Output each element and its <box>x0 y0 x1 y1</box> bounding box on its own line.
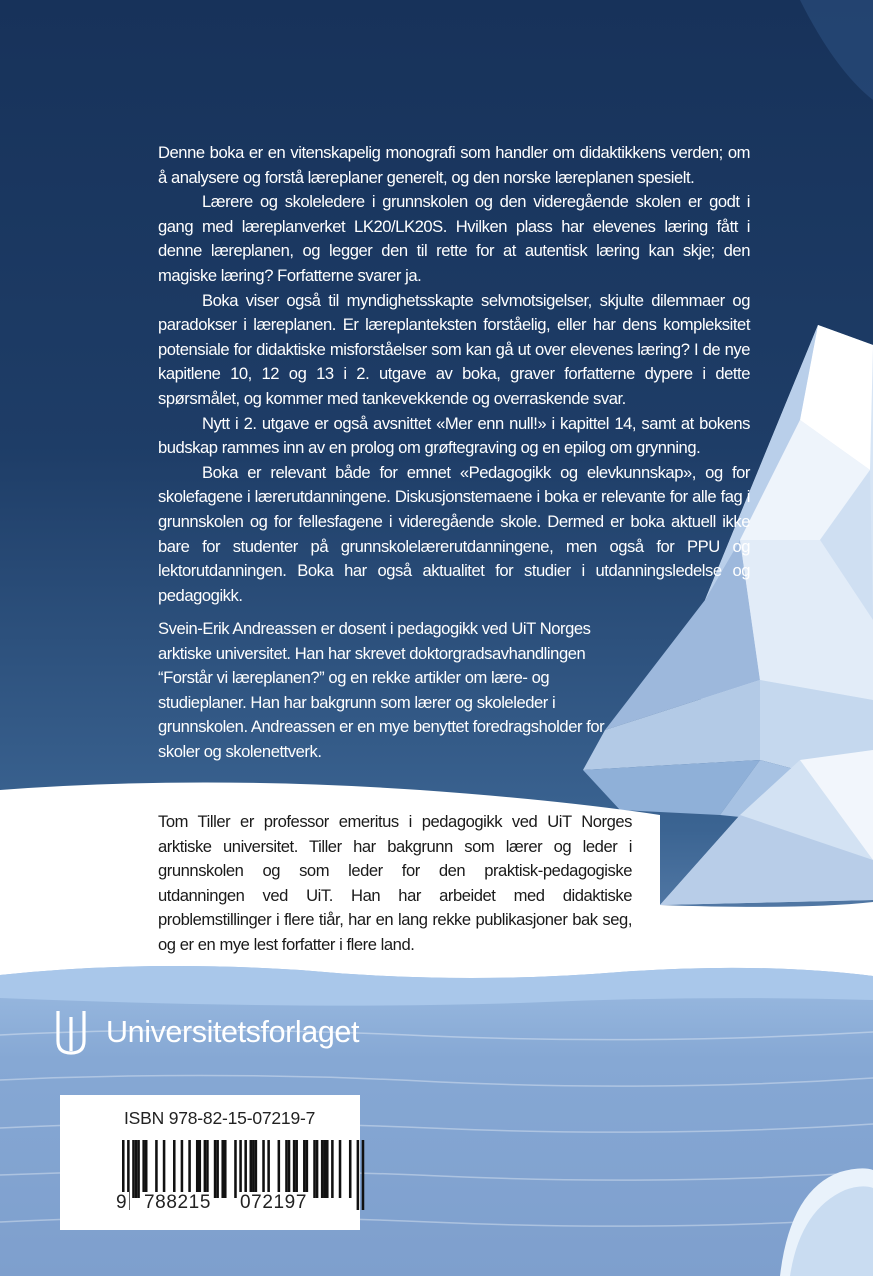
barcode-left-digits: 788215 <box>144 1192 212 1213</box>
barcode-bar <box>313 1140 316 1198</box>
barcode-bar <box>323 1140 326 1198</box>
barcode-bar <box>181 1140 184 1198</box>
barcode-bar <box>331 1140 334 1198</box>
barcode-bar <box>163 1140 166 1198</box>
barcode-bar <box>173 1140 176 1198</box>
barcode-right-digits: 072197 <box>240 1192 308 1213</box>
barcode-bar <box>155 1140 158 1198</box>
barcode-bar <box>250 1140 253 1198</box>
barcode-bar <box>214 1140 217 1198</box>
barcode-bar <box>255 1140 258 1198</box>
barcode-bar <box>326 1140 329 1198</box>
author-bio-tiller <box>158 810 632 958</box>
barcode-bar <box>135 1140 138 1198</box>
barcode-first-digit: 9 <box>116 1192 127 1213</box>
universitetsforlaget-logo-icon <box>54 1009 88 1055</box>
barcode-bar <box>295 1140 298 1198</box>
barcode-bar <box>267 1140 270 1198</box>
publisher-name: Universitetsforlaget <box>106 1014 360 1049</box>
barcode-bar <box>204 1140 207 1198</box>
barcode-bar <box>234 1140 237 1198</box>
barcode-bar <box>293 1140 296 1198</box>
barcode-bar <box>221 1140 224 1198</box>
barcode-bar <box>306 1140 309 1198</box>
description-paragraph: Boka er relevant både for emnet «Pedagogikk og elevkunnskap», og for skolefagene i lærerutdanningene. Diskusjonstemaene i boka er relevante for alle fag i grunnskolen og for fellesfagene i videregående skole. Dermed er boka aktuell ikke bare for studenter på grunnskolelærerutdanningene, men også for PPU og lektorutdanningen. Boka har også aktualitet for studier i utdanningsledelse og pedagogikk. <box>158 462 750 605</box>
isbn-label: ISBN 978-82-15-07219-7 <box>124 1108 316 1128</box>
barcode-bar <box>288 1140 291 1198</box>
barcode-bar <box>252 1140 255 1198</box>
barcode-bar <box>142 1140 145 1198</box>
barcode-bar <box>278 1140 281 1198</box>
publisher-logo <box>54 1008 359 1056</box>
barcode-bar <box>339 1140 342 1198</box>
barcode-bar <box>196 1140 199 1198</box>
barcode-digits <box>112 1192 372 1214</box>
barcode-bar <box>199 1140 202 1198</box>
author-bio-andreassen <box>158 617 618 765</box>
barcode-bar <box>206 1140 209 1198</box>
barcode-bar <box>188 1140 191 1198</box>
barcode-bar <box>224 1140 227 1198</box>
barcode-bar <box>216 1140 219 1198</box>
description-paragraph: Boka viser også til myndighetsskapte selvmotsigelser, skjulte dilemmaer og paradokser i læreplanen. Er læreplanteksten forståelig, eller har dens kompleksitet potensiale for didaktiske misforståelser som kan gå ut over elevenes læring? I de nye kapitlene 10, 12 og 13 i 2. utgave av boka, graver forfatterne dypere i dette spørsmålet, og kommer med tankevekkende og overraskende svar. <box>158 290 750 408</box>
isbn-barcode-box <box>60 1095 360 1230</box>
barcode-bar <box>145 1140 148 1198</box>
description-paragraph: Lærere og skoleledere i grunnskolen og den videregående skolen er godt i gang med læreplanverket LK20/LK20S. Hvilken plass har elevenes læring fått i denne læreplanen, og legger den til rette for at autentisk læring kan skje; den magiske læring? Forfatterne svarer ja. <box>158 192 750 285</box>
description-paragraph: Nytt i 2. utgave er også avsnittet «Mer enn null!» i kapittel 14, samt at bokens budskap rammes inn av en prolog om grøftegraving og en epilog om grynning. <box>158 413 750 458</box>
barcode-bar <box>316 1140 319 1198</box>
barcode-bar <box>285 1140 288 1198</box>
book-description <box>158 141 750 608</box>
barcode-bar <box>349 1140 352 1198</box>
barcode-bar <box>132 1140 135 1198</box>
barcode-bar <box>321 1140 324 1198</box>
barcode-bar <box>137 1140 140 1198</box>
barcode-bar <box>303 1140 306 1198</box>
author-bio-text: Tom Tiller er professor emeritus i pedagogikk ved UiT Norges arktiske universitet. Tiller har bakgrunn som lærer og leder i grunnskolen og som leder for den praktisk-pedagogiske utdanningen ved UiT. Han har arbeidet med didaktiske problemstillinger i flere tiår, har en lang rekke publikasjoner bak seg, og er en mye lest forfatter i flere land. <box>158 812 632 954</box>
author-bio-text: Svein-Erik Andreassen er dosent i pedagogikk ved UiT Norges arktiske universitet. Han har skrevet doktorgradsavhandlingen “Forstår vi læreplanen?” og en rekke artikler om lære- og studieplaner. Han har bakgrunn som lærer og skoleleder i grunnskolen. Andreassen er en mye benyttet foredragsholder for skoler og skolenettverk. <box>158 619 605 761</box>
description-paragraph: Denne boka er en vitenskapelig monografi som handler om didaktikkens verden; om å analysere og forstå læreplaner generelt, og den norske læreplanen spesielt. <box>158 143 750 187</box>
barcode-bar <box>262 1140 265 1198</box>
